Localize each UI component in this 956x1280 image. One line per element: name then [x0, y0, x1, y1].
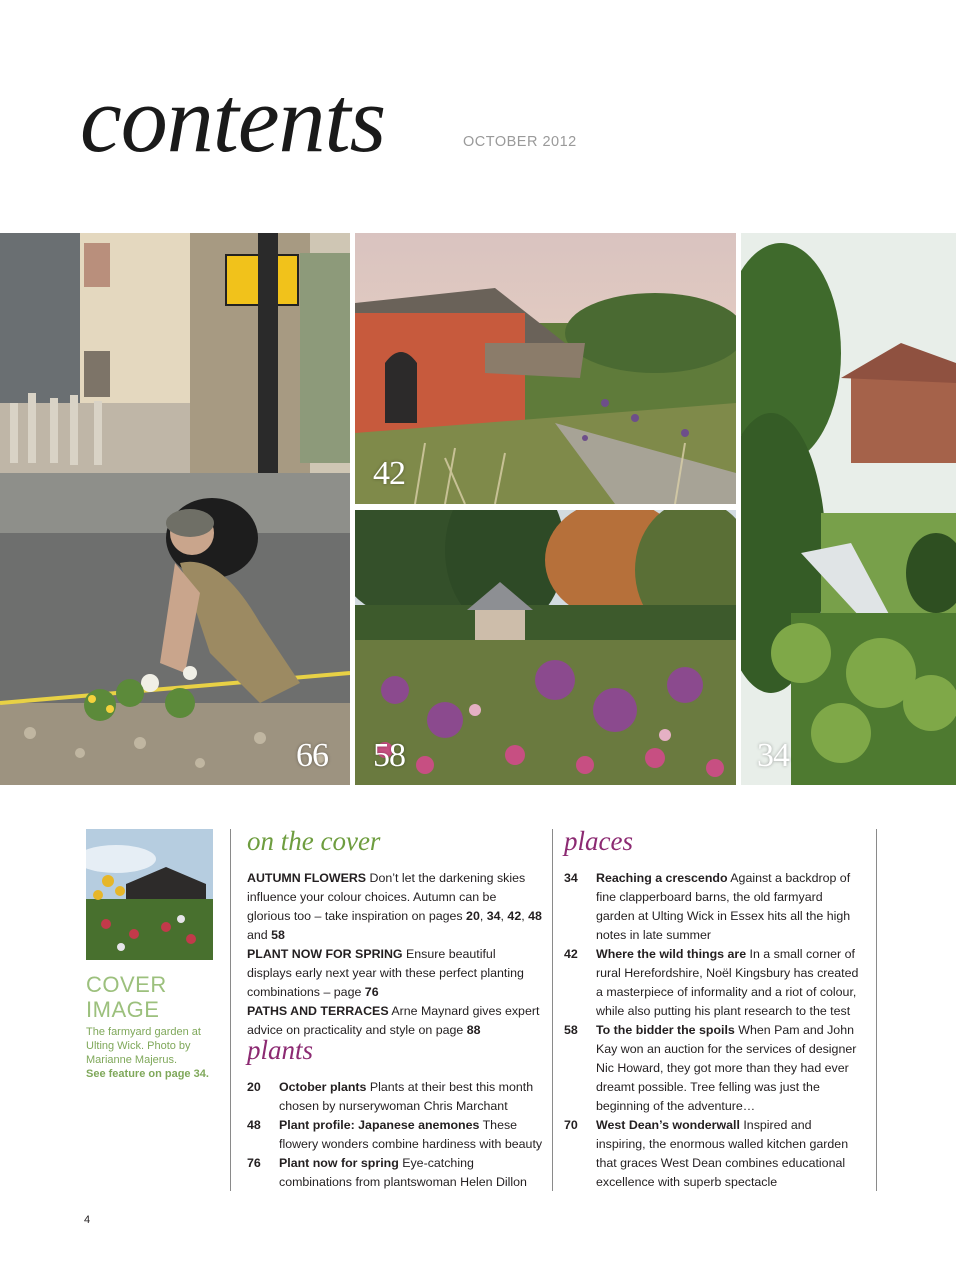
entry-title: Where the wild things are: [596, 947, 747, 961]
red-barn-image: [355, 233, 736, 504]
cover-item-plant-now-for-spring[interactable]: [247, 945, 543, 1002]
entry-text: In a small corner of rural Herefordshire, Noël Kingsbury has created a masterpiece of informality and a riot of colour, while also putting his plant research to the test: [596, 947, 859, 1018]
plants-heading: plants: [247, 1035, 314, 1065]
on-the-cover-heading: on the cover: [247, 826, 381, 856]
entry-title: To the bidder the spoils: [596, 1023, 735, 1037]
cover-image-heading: [86, 972, 226, 1022]
entry-title: West Dean’s wonderwall: [596, 1118, 740, 1132]
cover-item-autumn-flowers[interactable]: AUTUMN FLOWERS Don’t let the darkening skies influence your colour choices. Autumn can be glorious too – take inspiration on pages 20, 34, 42, 48 and 58: [247, 871, 542, 942]
column-divider: [876, 829, 877, 1191]
page-number-label: 34: [757, 737, 789, 774]
on-the-cover-list: [247, 869, 543, 1040]
entry-text: Against a backdrop of fine clapperboard barns, the old farmyard garden at Ulting Wick in Essex hits all the high notes in late summer: [596, 871, 851, 942]
list-item[interactable]: [564, 869, 864, 945]
page-number-label: 58: [373, 737, 405, 774]
photo-garden-bench[interactable]: [741, 233, 956, 785]
entry-text: When Pam and John Kay won an auction for the services of designer Nic Howard, they got more than they had ever dreamt possible. Tree felling was just the beginning of the adventure…: [596, 1023, 857, 1113]
column-divider: [230, 829, 231, 1191]
page-folio: 4: [84, 1214, 91, 1226]
column-divider: [552, 829, 553, 1191]
entry-title: Plant now for spring: [279, 1156, 399, 1170]
cover-heading-line: IMAGE: [86, 997, 160, 1022]
page-ref: 20: [466, 909, 480, 923]
entry-text: Plants at their best this month chosen by nurserywoman Chris Marchant: [279, 1080, 534, 1113]
places-list: [564, 869, 864, 1192]
cover-thumbnail[interactable]: [86, 829, 213, 960]
page-ref: 76: [364, 985, 379, 999]
list-item[interactable]: [247, 1154, 543, 1192]
page-ref: 88: [466, 1023, 481, 1037]
page-ref: 42: [507, 909, 522, 923]
conjunction: and: [247, 928, 272, 942]
cover-item-label: PLANT NOW FOR SPRING: [247, 947, 403, 961]
entry-title: Plant profile: Japanese anemones: [279, 1118, 480, 1132]
cover-caption-text: The farmyard garden at Ulting Wick. Photo by Marianne Majerus.: [86, 1026, 201, 1066]
entry-page-number: 20: [247, 1080, 261, 1094]
plants-list: [247, 1078, 543, 1192]
masthead: [80, 70, 680, 170]
places-heading: places: [564, 826, 633, 856]
entry-page-number: 42: [564, 947, 578, 961]
gazebo-border-image: [355, 510, 736, 785]
see-feature-link[interactable]: See feature on page 34.: [86, 1068, 209, 1080]
issue-date: OCTOBER 2012: [463, 134, 577, 150]
page-ref: 34: [486, 909, 501, 923]
cover-item-label: PATHS AND TERRACES: [247, 1004, 389, 1018]
page-ref: 48: [528, 909, 542, 923]
cover-caption: [86, 1025, 221, 1081]
page-number-label: 66: [296, 737, 328, 774]
entry-text: Inspired and inspiring, the enormous walled kitchen garden that graces West Dean combines educational excellence with superb spectacle: [596, 1118, 849, 1189]
cover-item-text: Ensure beautiful displays early next year with these perfect planting combinations – page: [247, 947, 524, 999]
cover-item-label: AUTUMN FLOWERS: [247, 871, 367, 885]
page-ref: 58: [271, 928, 285, 942]
entry-page-number: 48: [247, 1118, 261, 1132]
entry-page-number: 58: [564, 1023, 578, 1037]
street-planting-image: [0, 233, 350, 785]
page-number-label: 42: [373, 455, 405, 492]
list-item[interactable]: [564, 945, 864, 1021]
cover-item-text: Arne Maynard gives expert advice on practicality and style on page: [247, 1004, 540, 1037]
photo-gazebo-border[interactable]: [355, 510, 736, 785]
entry-title: October plants: [279, 1080, 367, 1094]
entry-page-number: 70: [564, 1118, 578, 1132]
photo-red-barn[interactable]: [355, 233, 736, 504]
cover-heading-line: COVER: [86, 972, 167, 997]
page-title: contents: [80, 68, 386, 172]
list-item[interactable]: [564, 1021, 864, 1116]
entry-page-number: 76: [247, 1156, 261, 1170]
entry-text: These flowery wonders combine hardiness with beauty: [279, 1118, 543, 1151]
entry-page-number: 34: [564, 871, 578, 885]
list-item[interactable]: [247, 1116, 543, 1154]
photo-street-planting[interactable]: [0, 233, 350, 785]
entry-text: Eye-catching combinations from plantswoman Helen Dillon: [279, 1156, 527, 1189]
cover-thumbnail-image: [86, 829, 213, 960]
list-item[interactable]: [564, 1116, 864, 1192]
entry-title: Reaching a crescendo: [596, 871, 728, 885]
list-item[interactable]: [247, 1078, 543, 1116]
garden-bench-image: [741, 233, 956, 785]
cover-item-text: Don’t let the darkening skies influence your colour choices. Autumn can be glorious too – take inspiration on pages: [247, 871, 526, 923]
